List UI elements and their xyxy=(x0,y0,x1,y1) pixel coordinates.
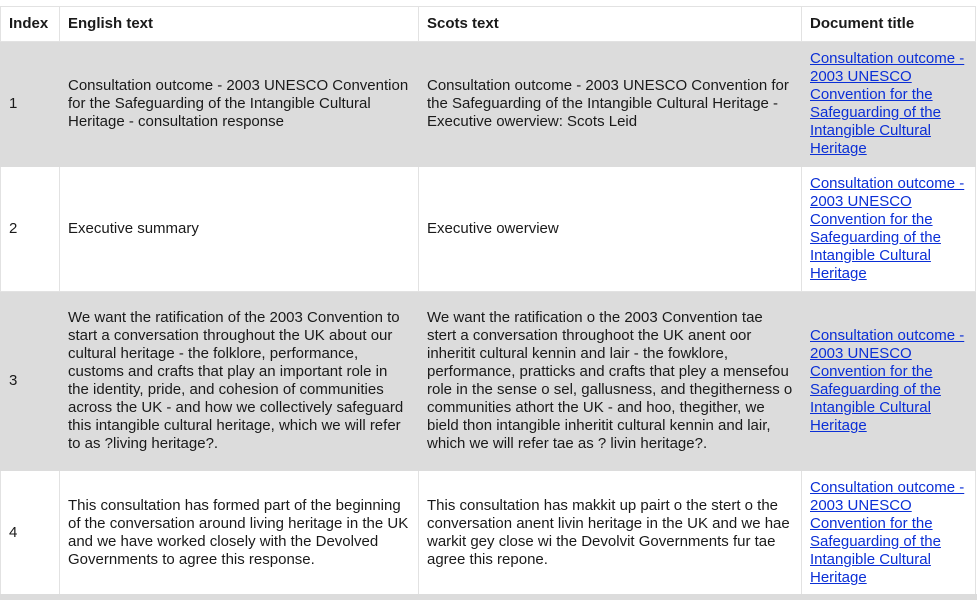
scots-text-cell: This consultation has makkit up pairt o the stert o the conversation anent livin heritage in the UK and we hae warkit gey close wi the Devolvit Governments fur tae agree this repone. xyxy=(419,471,802,596)
document-title-link[interactable]: Consultation outcome - 2003 UNESCO Convention for the Safeguarding of the Intangible Cultural Heritage xyxy=(810,479,965,586)
document-title-cell xyxy=(802,471,976,596)
scots-text-cell: Consultation outcome - 2003 UNESCO Convention for the Safeguarding of the Intangible Cultural Heritage - Executive owerview: Scots Leid xyxy=(419,42,802,167)
document-title-link[interactable]: Consultation outcome - 2003 UNESCO Convention for the Safeguarding of the Intangible Cultural Heritage xyxy=(810,175,965,282)
english-text-cell: This consultation has formed part of the beginning of the conversation around living heritage in the UK and we have worked closely with the Devolved Governments to agree this response. xyxy=(60,471,419,596)
scots-text-cell: We want the ratification o the 2003 Convention tae stert a conversation throughoot the UK anent oor inheritit cultural kennin and lair - the fowklore, performance, pratticks and crafts that pley a mensefou role in the sense o sel, gallusness, and thegitherness o communities athort the UK - and hoo, thegither, we bield thon intangible inheritit cultural kennin and lair, which we will refer tae as ? livin heritage?. xyxy=(419,292,802,471)
english-text-cell: We want the ratification of the 2003 Convention to start a conversation throughout the UK about our cultural heritage - the folklore, performance, customs and crafts that play an important role in the identity, pride, and cohesion of communities across the UK - and how we collectively safeguard this intangible cultural heritage, which we will refer to as ?living heritage?. xyxy=(60,292,419,471)
header-row xyxy=(1,7,976,42)
header-index: Index xyxy=(1,7,60,42)
row-index: 1 xyxy=(1,42,60,167)
row-index: 3 xyxy=(1,292,60,471)
table-row xyxy=(1,292,976,471)
document-title-cell xyxy=(802,292,976,471)
next-row-edge xyxy=(0,594,977,600)
header-english-text: English text xyxy=(60,7,419,42)
document-title-cell xyxy=(802,42,976,167)
document-title-link[interactable]: Consultation outcome - 2003 UNESCO Convention for the Safeguarding of the Intangible Cultural Heritage xyxy=(810,327,965,434)
table-row xyxy=(1,42,976,167)
english-text-cell: Executive summary xyxy=(60,167,419,292)
document-title-link[interactable]: Consultation outcome - 2003 UNESCO Convention for the Safeguarding of the Intangible Cultural Heritage xyxy=(810,50,965,157)
document-title-cell xyxy=(802,167,976,292)
row-index: 2 xyxy=(1,167,60,292)
scots-text-cell: Executive owerview xyxy=(419,167,802,292)
english-text-cell: Consultation outcome - 2003 UNESCO Convention for the Safeguarding of the Intangible Cultural Heritage - consultation response xyxy=(60,42,419,167)
header-scots-text: Scots text xyxy=(419,7,802,42)
header-document-title: Document title xyxy=(802,7,976,42)
row-index: 4 xyxy=(1,471,60,596)
translation-table xyxy=(0,6,976,596)
table-row xyxy=(1,167,976,292)
table-row xyxy=(1,471,976,596)
